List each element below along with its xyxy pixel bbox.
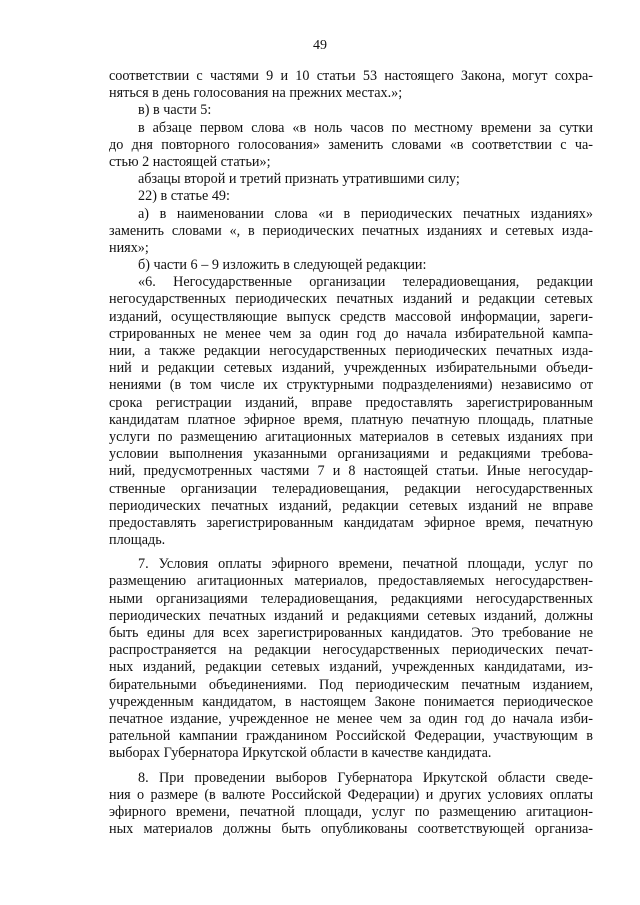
text-line: 22) в статье 49: (138, 188, 230, 205)
text-line: предоставлять зарегистрированным кандидатам эфирное время, печатную (109, 514, 593, 531)
text-line: негосударственных периодических печатных изданий и редакции сетевых (109, 291, 593, 308)
text-line: периодических печатных изданий, редакции сетевых изданий не вправе (109, 497, 593, 514)
text-line: ных материалов должны быть опубликованы соответствующей организа- (109, 821, 593, 838)
text-line: ными организациями телерадиовещания, редакциями негосударственных (109, 590, 593, 607)
text-line: няться в день голосования на прежних местах.»; (109, 85, 403, 102)
text-line: срока регистрации изданий, вправе предоставлять зарегистрированным (109, 394, 593, 411)
text-line: 8. При проведении выборов Губернатора Иркутской области сведе- (138, 769, 593, 786)
text-line: изданий, осуществляющие выпуск средств массовой информации, зареги- (109, 308, 593, 325)
text-line: условии выполнения указанными организациями и редакциями требова- (109, 446, 593, 463)
text-line: бирательными объединениями. Под периодическим печатным изданием, (109, 676, 593, 693)
text-line: распространяется на редакции негосударственных периодических печат- (109, 642, 593, 659)
text-line: соответствии с частями 9 и 10 статьи 53 настоящего Закона, могут сохра- (109, 68, 593, 84)
text-line: рательной кампании гражданином Российской Федерации, участвующим в (109, 728, 593, 745)
text-line: заменить словами «, в периодических печатных изданиях и сетевых изда- (109, 222, 593, 239)
text-line: быть едины для всех зарегистрированных кандидатов. Это требование не (109, 625, 593, 641)
text-line: печатное издание, учрежденное не менее чем за один год до начала изби- (109, 710, 593, 727)
text-line: площадь. (109, 532, 166, 549)
text-line: абзацы второй и третий признать утратившими силу; (138, 171, 460, 188)
text-line: ний, предусмотренных частями 7 и 8 настоящей статьи. Иные негосудар- (109, 463, 593, 480)
text-line: кандидатам платное эфирное время, платную печатную площадь, платные (109, 411, 593, 428)
text-line: стрированных не менее чем за один год до начала избирательной кампа- (109, 325, 593, 342)
text-line: размещению агитационных материалов, предоставляемых негосударствен- (109, 573, 593, 590)
text-line: стью 2 настоящей статьи»; (109, 153, 271, 170)
text-line: услуги по размещению агитационных материалов в сетевых изданиях при (109, 428, 593, 445)
text-line: нии, а также редакции негосударственных периодических печатных изда- (109, 343, 593, 359)
text-line: нениями (в том числе их структурными подразделениями) независимо от (109, 377, 593, 394)
text-line: учрежденным кандидатом, в настоящем Законе понимается периодическое (109, 693, 593, 710)
text-line: 7. Условия оплаты эфирного времени, печатной площади, услуг по (138, 556, 593, 573)
text-line: а) в наименовании слова «и в периодических печатных изданиях» (138, 205, 593, 222)
text-line: эфирного времени, печатной площади, услуг по размещению агитацион- (109, 803, 593, 820)
text-line: ных изданий, редакции сетевых изданий, учрежденных кандидатами, из- (109, 659, 593, 676)
text-line: «6. Негосударственные организации телерадиовещания, редакции (138, 274, 593, 291)
text-line: в) в части 5: (138, 102, 212, 119)
text-line: до дня повторного голосования» заменить словами «в соответствии с ча- (109, 136, 593, 153)
text-line: ниях»; (109, 239, 149, 256)
document-body (109, 68, 593, 838)
text-line: в абзаце первом слова «в ноль часов по местному времени за сутки (138, 119, 593, 136)
text-line: ния о размере (в валюте Российской Федерации) и других условиях оплаты (109, 786, 593, 803)
text-line: б) части 6 – 9 изложить в следующей редакции: (138, 257, 427, 274)
text-line: периодических печатных изданий и редакциями сетевых изданий, должны (109, 607, 593, 624)
text-line: ний и редакции сетевых изданий, учрежденных избирательными объеди- (109, 360, 593, 377)
text-line: выборах Губернатора Иркутской области в качестве кандидата. (109, 745, 492, 762)
page-number: 49 (313, 38, 327, 53)
text-line: ственные организации телерадиовещания, редакции негосударственных (109, 480, 593, 497)
